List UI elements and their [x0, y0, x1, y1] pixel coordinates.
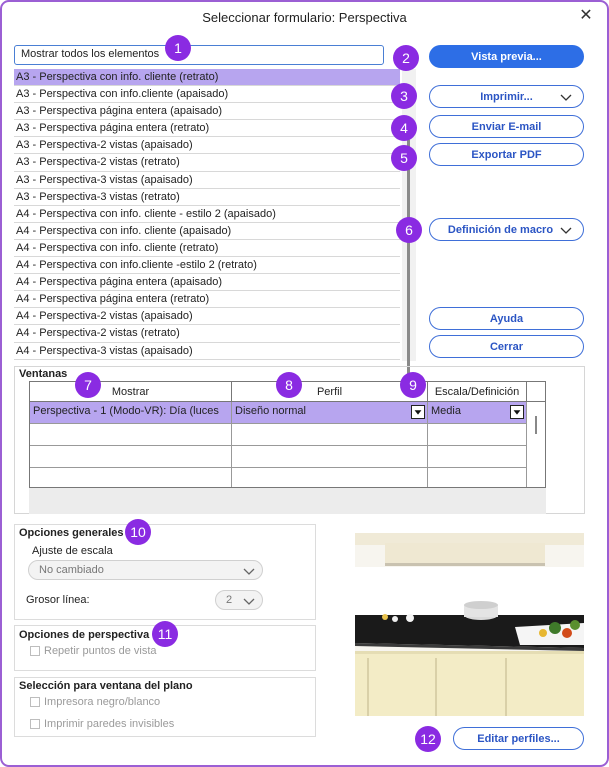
close-button[interactable]: [429, 335, 584, 358]
preview-image: [355, 533, 584, 716]
invisible-walls-checkbox[interactable]: [30, 718, 174, 730]
empty-cell[interactable]: [232, 446, 428, 468]
print-button-label: Imprimir...: [480, 90, 533, 103]
annotation-badge-1: 1: [165, 35, 191, 61]
checkbox-box: [30, 646, 40, 656]
scrollbar-thumb[interactable]: [407, 139, 410, 399]
list-item[interactable]: A3 - Perspectiva-3 vistas (retrato): [14, 189, 400, 206]
forms-list-scrollbar[interactable]: [402, 69, 416, 361]
list-item[interactable]: A4 - Perspectiva con info.cliente -estilo 2 (retrato): [14, 257, 400, 274]
empty-cell[interactable]: [30, 424, 232, 446]
profile-dropdown-icon[interactable]: [411, 405, 425, 419]
list-item[interactable]: A3 - Perspectiva-3 vistas (apaisado): [14, 172, 400, 189]
column-header-profile-label: Perfil: [316, 385, 343, 398]
list-item[interactable]: A3 - Perspectiva con info. cliente (retrato): [14, 69, 400, 86]
column-header-show[interactable]: [30, 382, 232, 402]
annotation-badge-2: 2: [393, 45, 419, 71]
ventanas-title: Ventanas: [19, 368, 68, 380]
filter-dropdown[interactable]: [14, 45, 384, 65]
bw-printer-label: Impresora negro/blanco: [44, 696, 161, 708]
list-item[interactable]: A4 - Perspectiva con info. cliente - estilo 2 (apaisado): [14, 206, 400, 223]
annotation-badge-3: 3: [391, 83, 417, 109]
chevron-down-icon: [242, 564, 256, 578]
email-button-label: Enviar E-mail: [471, 120, 542, 133]
email-button[interactable]: [429, 115, 584, 138]
column-header-scale-label: Escala/Definición: [434, 385, 520, 398]
ventana-show-cell[interactable]: [30, 402, 232, 424]
ventana-show-value: Perspectiva - 1 (Modo-VR): Día (luces: [33, 405, 219, 417]
column-header-spacer: [527, 382, 545, 402]
checkbox-box: [30, 697, 40, 707]
window-title: Seleccionar formulario: Perspectiva: [202, 9, 407, 25]
help-button[interactable]: [429, 307, 584, 330]
chevron-down-icon: [242, 594, 256, 608]
invisible-walls-label: Imprimir paredes invisibles: [44, 718, 175, 730]
checkbox-box: [30, 719, 40, 729]
list-item[interactable]: A4 - Perspectiva-2 vistas (retrato): [14, 325, 400, 342]
annotation-badge-7: 7: [75, 372, 101, 398]
list-item[interactable]: A4 - Perspectiva con info. cliente (retrato): [14, 240, 400, 257]
scale-dropdown-icon[interactable]: [510, 405, 524, 419]
bw-printer-checkbox[interactable]: [30, 696, 160, 708]
chevron-down-icon: [559, 223, 573, 237]
annotation-badge-9: 9: [400, 372, 426, 398]
empty-cell[interactable]: [232, 468, 428, 487]
plan-selection-title: Selección para ventana del plano: [19, 680, 193, 692]
list-item[interactable]: A4 - Perspectiva página entera (retrato): [14, 291, 400, 308]
empty-cell[interactable]: [30, 446, 232, 468]
list-item[interactable]: A3 - Perspectiva página entera (apaisado): [14, 103, 400, 120]
empty-cell[interactable]: [232, 424, 428, 446]
preview-button[interactable]: [429, 45, 584, 68]
column-header-scale[interactable]: [428, 382, 527, 402]
scale-adjust-value: No cambiado: [39, 564, 104, 576]
title-bar: [2, 2, 607, 32]
table-scrollbar-thumb[interactable]: [535, 416, 537, 434]
column-header-profile[interactable]: [232, 382, 428, 402]
list-item[interactable]: A3 - Perspectiva página entera (retrato): [14, 120, 400, 137]
annotation-badge-4: 4: [391, 115, 417, 141]
line-width-label: Grosor línea:: [26, 594, 90, 606]
empty-cell[interactable]: [30, 468, 232, 487]
list-item[interactable]: A4 - Perspectiva-2 vistas (apaisado): [14, 308, 400, 325]
list-item[interactable]: A3 - Perspectiva con info.cliente (apaisado): [14, 86, 400, 103]
ventana-scale-cell[interactable]: [428, 402, 527, 424]
empty-cell[interactable]: [428, 446, 527, 468]
ventana-profile-value: Diseño normal: [235, 405, 306, 417]
list-item[interactable]: A4 - Perspectiva página entera (apaisado): [14, 274, 400, 291]
chevron-down-icon: [559, 90, 573, 104]
close-icon[interactable]: ✕: [579, 7, 593, 24]
repeat-viewpoints-label: Repetir puntos de vista: [44, 645, 157, 657]
close-button-label: Cerrar: [489, 340, 524, 353]
scale-adjust-select[interactable]: [28, 560, 263, 580]
list-item[interactable]: A3 - Perspectiva-2 vistas (retrato): [14, 154, 400, 171]
annotation-badge-5: 5: [391, 145, 417, 171]
preview-button-label: Vista previa...: [471, 50, 542, 63]
line-width-select[interactable]: [215, 590, 263, 610]
export-pdf-button[interactable]: [429, 143, 584, 166]
scale-adjust-label: Ajuste de escala: [32, 545, 113, 557]
macro-button-label: Definición de macro: [447, 223, 554, 236]
empty-cell[interactable]: [428, 468, 527, 487]
macro-definition-button[interactable]: [429, 218, 584, 241]
annotation-badge-11: 11: [152, 621, 178, 647]
line-width-value: 2: [226, 594, 233, 606]
annotation-badge-12: 12: [415, 726, 441, 752]
annotation-badge-6: 6: [396, 217, 422, 243]
annotation-badge-8: 8: [276, 372, 302, 398]
print-button[interactable]: [429, 85, 584, 108]
general-options-title: Opciones generales: [19, 527, 124, 539]
export-pdf-button-label: Exportar PDF: [471, 148, 542, 161]
column-header-show-label: Mostrar: [111, 385, 150, 398]
ventanas-table-footer: [29, 488, 546, 514]
forms-list[interactable]: [14, 69, 400, 361]
perspective-options-title: Opciones de perspectiva: [19, 629, 150, 641]
list-item[interactable]: A4 - Perspectiva con info. cliente (apaisado): [14, 223, 400, 240]
ventana-profile-cell[interactable]: [232, 402, 428, 424]
edit-profiles-button-label: Editar perfiles...: [477, 732, 560, 745]
repeat-viewpoints-checkbox[interactable]: [30, 645, 157, 657]
help-button-label: Ayuda: [489, 312, 524, 325]
annotation-badge-10: 10: [125, 519, 151, 545]
ventana-scale-value: Media: [431, 405, 461, 417]
list-item[interactable]: A4 - Perspectiva-3 vistas (apaisado): [14, 343, 400, 360]
empty-cell[interactable]: [428, 424, 527, 446]
filter-label: Mostrar todos los elementos: [21, 48, 160, 60]
edit-profiles-button[interactable]: [453, 727, 584, 750]
list-item[interactable]: A3 - Perspectiva-2 vistas (apaisado): [14, 137, 400, 154]
